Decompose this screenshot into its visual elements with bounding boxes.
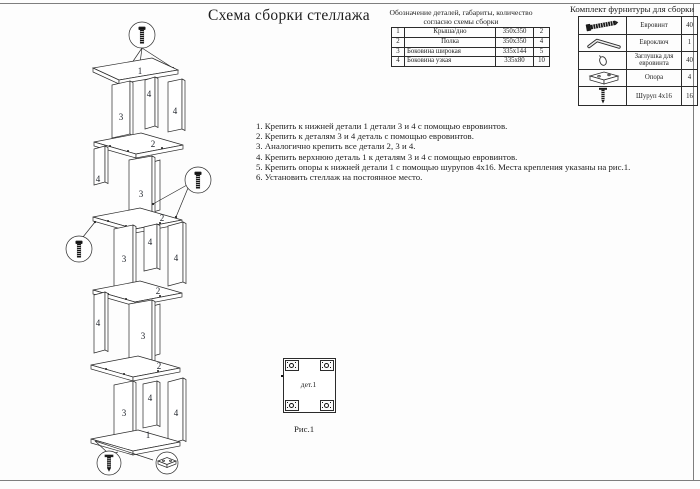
corner-support-plate (320, 400, 334, 411)
support-icon (579, 69, 627, 87)
screw-icon (579, 87, 627, 106)
instruction-line: 5. Крепить опоры к нижней детали 1 с помощью шурупов 4х16. Места крепления указаны на рис.1. (256, 161, 631, 172)
callout-euroscrew-right (152, 167, 211, 218)
part-label: 3 (118, 112, 124, 122)
part-label: 4 (172, 106, 178, 116)
part-label: 3 (121, 254, 127, 264)
hardware-qty: 40 (682, 52, 698, 70)
part-number: 4 (392, 57, 405, 67)
parts-table-header (378, 9, 544, 26)
parts-table (391, 27, 550, 67)
parts-table-row (392, 37, 550, 47)
part-label: 4 (147, 237, 153, 247)
hardware-qty: 40 (682, 17, 698, 35)
part-size: 335х144 (496, 47, 534, 57)
corner-support-plate (320, 360, 334, 371)
part-number: 2 (392, 37, 405, 47)
callout-euroscrew-left (66, 221, 96, 262)
eurokey-icon (579, 34, 627, 52)
part-name: Боковина широкая (405, 47, 496, 57)
hardware-row (579, 69, 698, 87)
part-label: 4 (173, 408, 179, 418)
corner-support-plate (285, 360, 299, 371)
part-name: Полка (405, 37, 496, 47)
hardware-table (578, 16, 698, 106)
part-label: 2 (155, 286, 161, 296)
part-qty: 2 (534, 28, 550, 38)
instruction-line: 2. Крепить к деталям 3 и 4 деталь с помощью евровинтов. (256, 131, 474, 142)
hardware-name: Шуруп 4х16 (627, 87, 682, 106)
hardware-qty: 4 (682, 69, 698, 87)
top-panel (93, 58, 178, 84)
parts-table-row (392, 47, 550, 57)
part-number: 3 (392, 47, 405, 57)
part-label: 4 (173, 253, 179, 263)
part-label: 2 (159, 213, 165, 223)
part-qty: 10 (534, 57, 550, 67)
hardware-row (579, 87, 698, 106)
tier-2-panels (94, 146, 160, 220)
hardware-name: Опора (627, 69, 682, 87)
tier-3-panels (114, 222, 186, 290)
part-label: 3 (138, 189, 144, 199)
parts-table-header-line2: согласно схемы сборки (423, 16, 499, 26)
part-size: 335х80 (496, 57, 534, 67)
hardware-row (579, 34, 698, 52)
part-name: Крыша/дно (405, 28, 496, 38)
tier-1-panels (112, 77, 185, 138)
part-size: 350х350 (496, 37, 534, 47)
part-label: 3 (121, 408, 127, 418)
hardware-row (579, 52, 698, 70)
plug-icon (579, 52, 627, 70)
page-title: Схема сборки стеллажа (208, 7, 370, 24)
part-label: 4 (95, 174, 101, 184)
parts-table-row (392, 28, 550, 38)
instruction-line: 1. Крепить к нижней детали 1 детали 3 и 4 с помощью евровинтов. (256, 121, 508, 131)
assembly-diagram (50, 10, 250, 480)
callout-screw-bottom (97, 451, 121, 475)
instructions-list (256, 121, 630, 182)
euroscrew-icon (579, 17, 627, 35)
part-label: 2 (150, 139, 156, 149)
figure-edge-dot (281, 375, 283, 377)
part-label: 4 (147, 393, 153, 403)
instruction-line: 4. Крепить верхнюю деталь 1 к деталям 3 и 4 с помощью евровинтов. (256, 151, 518, 162)
hardware-name: Евроключ (627, 34, 682, 52)
figure-part-label: дет.1 (300, 380, 317, 389)
callout-support-bottom (156, 452, 178, 474)
part-label: 4 (95, 318, 101, 328)
hardware-name: Заглушка для евровинта (627, 52, 682, 70)
corner-support-plate (285, 400, 299, 411)
part-qty: 4 (534, 37, 550, 47)
hardware-table-title: Комплект фурнитуры для сборки (570, 4, 695, 14)
hardware-qty: 1 (682, 34, 698, 52)
instruction-line: 3. Аналогично крепить все детали 2, 3 и 4. (256, 141, 416, 152)
hardware-name: Евровинт (627, 17, 682, 35)
figure-caption: Рис.1 (294, 424, 315, 434)
part-label: 1 (145, 430, 151, 440)
part-qty: 5 (534, 47, 550, 57)
parts-table-row (392, 57, 550, 67)
hardware-qty: 16 (682, 87, 698, 106)
part-label: 3 (140, 331, 146, 341)
part-label: 4 (146, 89, 152, 99)
hardware-row (579, 17, 698, 35)
sheet-border-bottom (0, 480, 700, 481)
shelf-panel (91, 356, 180, 381)
part-number: 1 (392, 28, 405, 38)
part-name: Боковина узкая (405, 57, 496, 67)
part-size: 350х350 (496, 28, 534, 38)
part-label: 2 (156, 361, 162, 371)
part-label: 1 (137, 66, 143, 76)
instruction-line: 6. Установить стеллаж на постоянное место. (256, 172, 423, 183)
parts-table-header-line1: Обозначение деталей, габариты, количество (389, 8, 533, 17)
